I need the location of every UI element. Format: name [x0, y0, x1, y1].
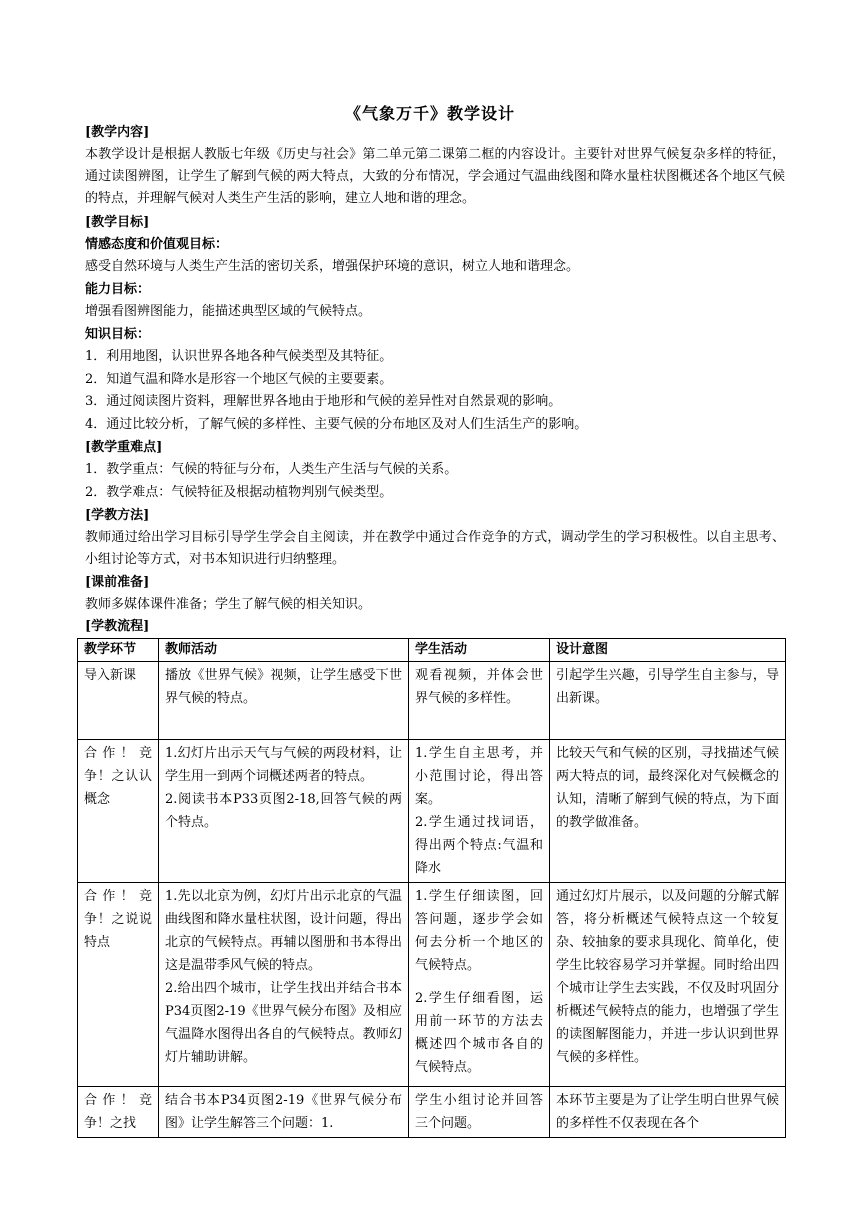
teacher-activity-text: 2.给出四个城市，让学生找出并结合书本P34页图2-19《世界气候分布图》及相应气温降水图得出各自的气候特点。教师幻灯片辅助讲解。 [165, 981, 402, 1065]
design-intent-cell: 本环节主要是为了让学生明白世界气候的多样性不仅表现在各个 [550, 1087, 786, 1138]
stage-cell: 合作！竞争！之找 [78, 1087, 159, 1138]
student-activity-text: 观看视频，并体会世界气候的多样性。 [415, 668, 543, 706]
method-paragraph: 教师通过给出学习目标引导学生学会自主阅读，并在教学中通过合作竞争的方式，调动学生的学习积极性。以自主思考、小组讨论等方式，对书本知识进行归纳整理。 [85, 530, 785, 567]
teacher-activity-text: 播放《世界气候》视频，让学生感受下世界气候的特点。 [165, 668, 402, 706]
student-activity-text: 2.学生仔细看图，运用前一环节的方法去概述四个城市各自的气候特点。 [415, 991, 543, 1075]
knowledge-item: 2．知道气温和降水是形容一个地区气候的主要要素。 [85, 372, 393, 387]
table-row [78, 662, 786, 740]
student-activity-cell [409, 1087, 550, 1138]
teacher-activity-text: 1.先以北京为例，幻灯片出示北京的气温曲线图和降水量柱状图，设计问题，得出北京的气候特点。再辅以图册和书本得出这是温带季风气候的特点。 [165, 889, 402, 973]
knowledge-item: 4．通过比较分析，了解气候的多样性、主要气候的分布地区及对人们生活生产的影响。 [85, 417, 588, 432]
preparation-text: 教师多媒体课件准备；学生了解气候的相关知识。 [85, 597, 372, 612]
ability-text: 增强看图辨图能力，能描述典型区域的气候特点。 [85, 304, 372, 319]
column-header: 教学环节 [78, 639, 159, 662]
teacher-activity-cell [159, 883, 409, 1087]
column-header: 设计意图 [550, 639, 786, 662]
emotion-text: 感受自然环境与人类生产生活的密切关系，增强保护环境的意识，树立人地和谐理念。 [85, 259, 580, 274]
stage-cell: 合作！竞争！之认认概念 [78, 740, 159, 883]
student-activity-text: 1.学生仔细读图，回答问题，逐步学会如何去分析一个地区的气候特点。 [415, 889, 543, 973]
student-activity-cell [409, 740, 550, 883]
knowledge-item: 3．通过阅读图片资料，理解世界各地由于地形和气候的差异性对自然景观的影响。 [85, 394, 562, 409]
content-paragraph: 本教学设计是根据人教版七年级《历史与社会》第二单元第二课第二框的内容设计。主要针对世界气候复杂多样的特征，通过读图辨图，让学生了解到气候的两大特点，大致的分布情况，学会通过气温曲线图和降水量柱状图概述各个地区气候的特点，并理解气候对人类生产生活的影响，建立人地和谐的理念。 [85, 147, 785, 206]
table-row [78, 1087, 786, 1138]
design-intent-cell: 比较天气和气候的区别，寻找描述气候两大特点的词，最终深化对气候概念的认知，清晰了解到气候的特点，为下面的教学做准备。 [550, 740, 786, 883]
subheading-ability: 能力目标： [85, 282, 151, 297]
student-activity-text: 1.学生自主思考，并小范围讨论，得出答案。 [415, 746, 543, 807]
subheading-knowledge: 知识目标： [85, 327, 151, 342]
teacher-activity-text: 结合书本P34页图2-19《世界气候分布图》让学生解答三个问题：1. [165, 1093, 402, 1131]
knowledge-item: 1．利用地图，认识世界各地各种气候类型及其特征。 [85, 349, 393, 364]
section-heading-method: [学教方法] [85, 508, 150, 523]
column-header: 学生活动 [409, 639, 550, 662]
key-point-item: 2．教学难点：气候特征及根据动植物判别气候类型。 [85, 485, 393, 500]
table-row [78, 883, 786, 1087]
teacher-activity-text: 2.阅读书本P33页图2-18,回答气候的两个特点。 [165, 792, 402, 830]
section-heading-preparation: [课前准备] [85, 575, 150, 590]
teacher-activity-cell [159, 740, 409, 883]
teaching-flow-table [77, 638, 786, 1138]
column-header: 教师活动 [159, 639, 409, 662]
document-title: 《气象万千》教学设计 [344, 104, 515, 123]
design-intent-cell: 通过幻灯片展示，以及问题的分解式解答，将分析概述气候特点这一个较复杂、较抽象的要求具现化、简单化，使学生比较容易学习并掌握。同时给出四个城市让学生去实践，不仅及时巩固分析概述气候特点的能力，也增强了学生的读图解图能力，并进一步认识到世界气候的多样性。 [550, 883, 786, 1087]
student-activity-cell [409, 883, 550, 1087]
section-heading-flow: [学教流程] [85, 619, 150, 634]
key-point-item: 1．教学重点：气候的特征与分布，人类生产生活与气候的关系。 [85, 462, 458, 477]
stage-cell: 合作！竞争！之说说特点 [78, 883, 159, 1087]
section-heading-content: [教学内容] [85, 125, 150, 140]
stage-cell: 导入新课 [78, 662, 159, 740]
student-activity-text: 学生小组讨论并回答三个问题。 [415, 1093, 543, 1131]
section-heading-key-points: [教学重难点] [85, 440, 163, 455]
student-activity-text: 2.学生通过找词语，得出两个特点:气温和降水 [415, 815, 543, 876]
teacher-activity-text: 1.幻灯片出示天气与气候的两段材料，让学生用一到两个词概述两者的特点。 [165, 746, 402, 784]
teacher-activity-cell [159, 662, 409, 740]
student-activity-cell [409, 662, 550, 740]
section-heading-goals: [教学目标] [85, 215, 150, 230]
teacher-activity-cell [159, 1087, 409, 1138]
spacer [415, 977, 543, 987]
subheading-emotion: 情感态度和价值观目标： [85, 237, 229, 252]
table-row [78, 740, 786, 883]
design-intent-cell: 引起学生兴趣，引导学生自主参与，导出新课。 [550, 662, 786, 740]
table-header-row [78, 639, 786, 662]
